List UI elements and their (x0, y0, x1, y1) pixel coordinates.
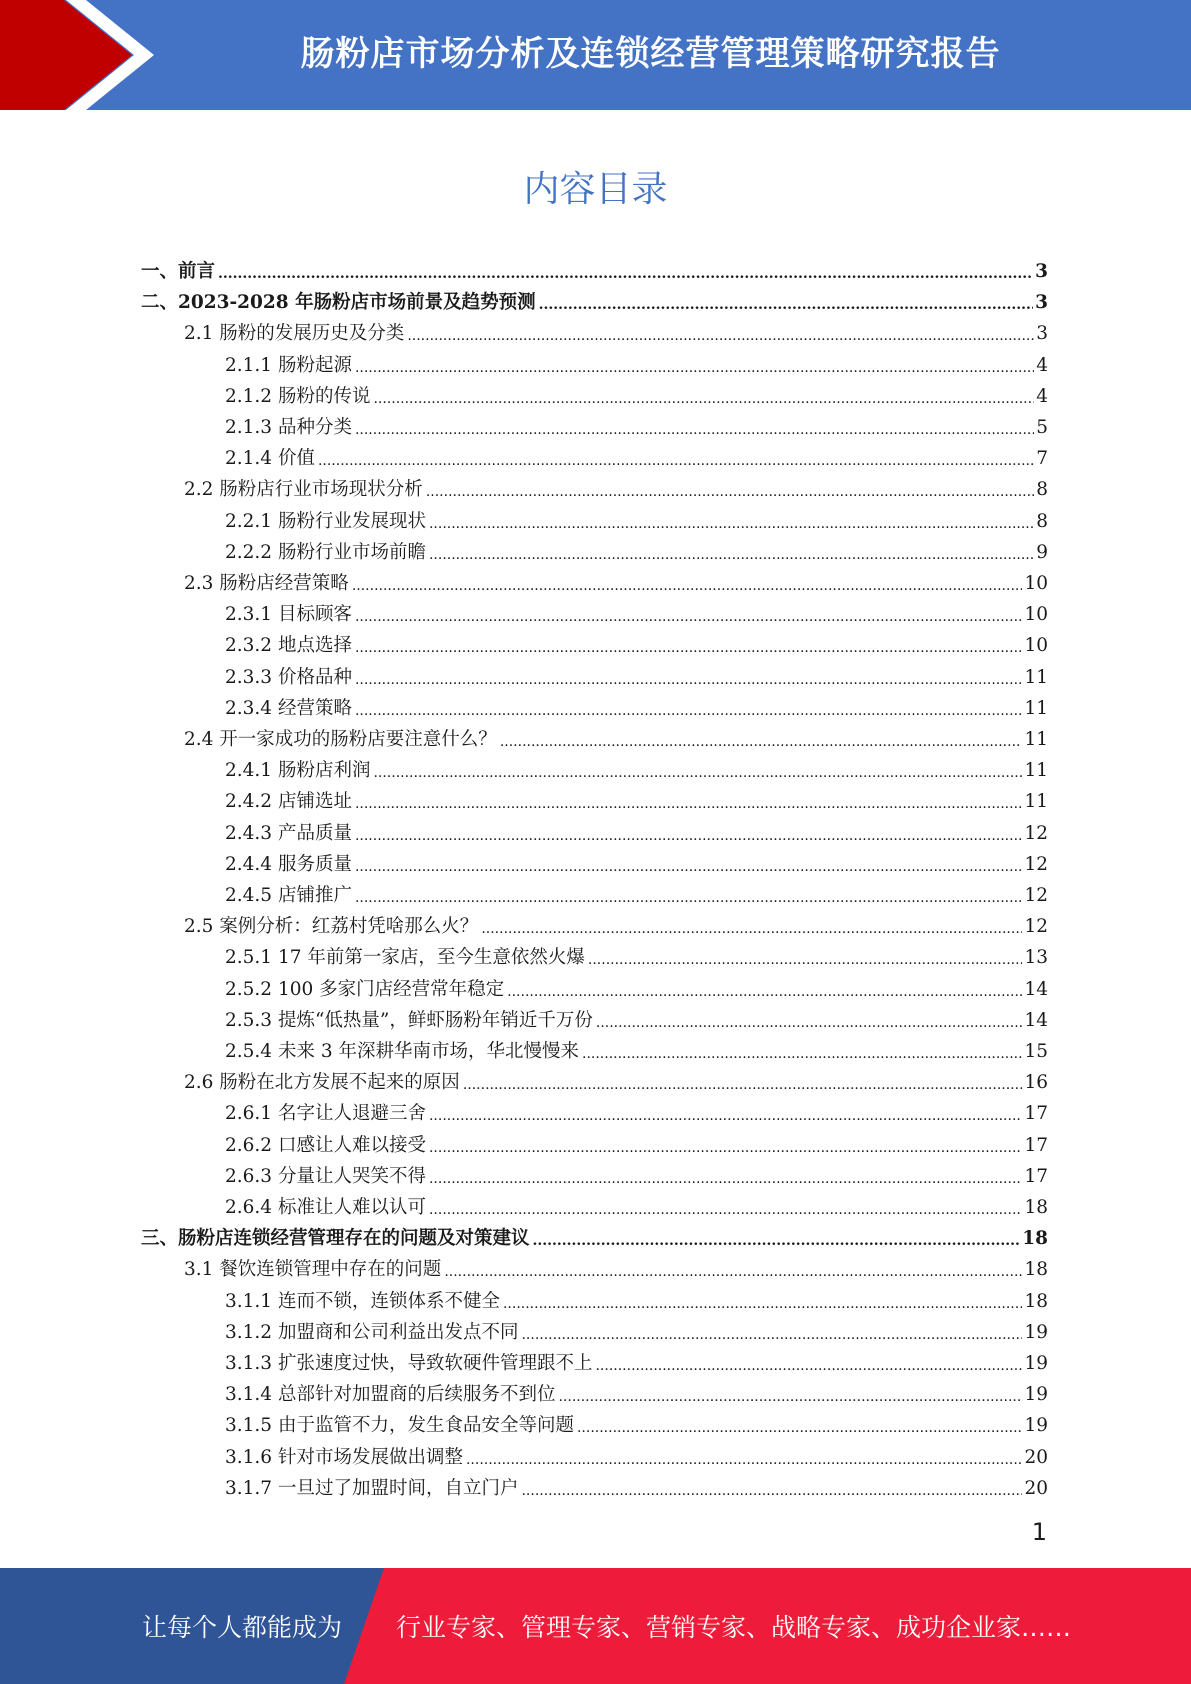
toc-entry-level-3[interactable] (225, 597, 1048, 628)
toc-entry-title: 3.1.3 扩张速度过快，导致软硬件管理跟不上 (225, 1353, 593, 1374)
toc-entry-page-number: 11 (1024, 791, 1048, 813)
toc-entry-page-number: 10 (1024, 573, 1048, 594)
toc-entry-page-number: 10 (1024, 604, 1048, 626)
toc-entry-page-number: 18 (1024, 1197, 1048, 1218)
toc-entry-title: 3.1 餐饮连锁管理中存在的问题 (184, 1259, 442, 1281)
toc-entry-page-number: 7 (1036, 448, 1048, 470)
toc-entry-title: 2.6.2 口感让人难以接受 (225, 1134, 426, 1156)
toc-entry-level-1[interactable] (141, 254, 1048, 285)
toc-dot-leader (355, 789, 1023, 815)
toc-dot-leader (429, 1164, 1022, 1190)
toc-entry-level-2[interactable] (184, 722, 1048, 753)
toc-entry-page-number: 4 (1036, 385, 1048, 407)
toc-entry-page-number: 17 (1024, 1134, 1048, 1156)
toc-entry-title: 2.1.3 品种分类 (225, 417, 352, 438)
toc-entry-title: 2.4 开一家成功的肠粉店要注意什么？ (184, 729, 497, 750)
toc-dot-leader (355, 883, 1023, 909)
toc-entry-title: 2.6.4 标准让人难以认可 (225, 1197, 426, 1218)
toc-entry-title: 3.1.5 由于监管不力，发生食品安全等问题 (225, 1415, 574, 1437)
toc-entry-title: 2.1.2 肠粉的传说 (225, 385, 371, 407)
toc-entry-page-number: 3 (1035, 261, 1048, 282)
toc-entry-title: 2.2 肠粉店行业市场现状分析 (184, 479, 423, 501)
toc-dot-leader (539, 290, 1034, 316)
toc-entry-level-3[interactable] (225, 1096, 1048, 1127)
toc-entry-level-3[interactable] (225, 1377, 1048, 1408)
toc-dot-leader (355, 633, 1023, 659)
footer-slogan-right: 行业专家、管理专家、营销专家、战略专家、成功企业家…… (396, 1613, 1072, 1642)
toc-entry-title: 2.3.4 经营策略 (225, 697, 352, 719)
toc-dot-leader (429, 540, 1034, 566)
toc-entry-level-2[interactable] (184, 472, 1048, 503)
toc-entry-page-number: 11 (1024, 760, 1048, 782)
toc-dot-leader (595, 1351, 1022, 1377)
toc-dot-leader (588, 945, 1023, 971)
toc-entry-page-number: 11 (1024, 697, 1048, 719)
toc-entry-title: 2.4.1 肠粉店利润 (225, 760, 371, 782)
toc-dot-leader (503, 1289, 1022, 1315)
toc-entry-level-3[interactable] (225, 816, 1048, 847)
toc-entry-page-number: 3 (1036, 323, 1048, 345)
toc-entry-title: 2.6.3 分量让人哭笑不得 (225, 1165, 426, 1187)
toc-entry-title: 2.5.4 未来 3 年深耕华南市场，华北慢慢来 (225, 1041, 579, 1062)
toc-entry-page-number: 20 (1024, 1446, 1048, 1468)
toc-entry-level-3[interactable] (225, 1003, 1048, 1034)
toc-entry-level-3[interactable] (225, 1284, 1048, 1315)
toc-entry-title: 2.3.1 目标顾客 (225, 604, 352, 626)
toc-entry-title: 2.5.1 17 年前第一家店，至今生意依然火爆 (225, 947, 585, 969)
toc-entry-level-3[interactable] (225, 410, 1048, 441)
toc-entry-page-number: 16 (1024, 1072, 1048, 1094)
report-footer-banner (0, 1568, 1191, 1684)
toc-dot-leader (355, 415, 1034, 441)
toc-entry-page-number: 12 (1024, 853, 1048, 875)
toc-dot-leader (318, 446, 1034, 472)
toc-entry-title: 3.1.1 连而不锁，连锁体系不健全 (225, 1290, 500, 1312)
toc-dot-leader (429, 509, 1034, 535)
toc-entry-page-number: 19 (1024, 1415, 1048, 1437)
toc-entry-page-number: 17 (1024, 1103, 1048, 1125)
toc-dot-leader (373, 384, 1034, 410)
toc-entry-title: 2.5.3 提炼“低热量”，鲜虾肠粉年销近千万份 (225, 1009, 593, 1031)
toc-entry-level-2[interactable] (184, 316, 1048, 347)
toc-entry-title: 2.5 案例分析：红荔村凭啥那么火？ (184, 916, 479, 938)
toc-entry-page-number: 11 (1024, 729, 1048, 750)
toc-dot-leader (355, 821, 1023, 847)
toc-entry-level-3[interactable] (225, 1128, 1048, 1159)
toc-entry-page-number: 8 (1036, 479, 1048, 501)
toc-dot-leader (507, 977, 1022, 1003)
toc-entry-page-number: 4 (1036, 354, 1048, 376)
toc-entry-page-number: 8 (1036, 510, 1048, 532)
toc-dot-leader (426, 477, 1034, 503)
toc-dot-leader (533, 1226, 1021, 1252)
toc-dot-leader (500, 727, 1023, 753)
toc-entry-title: 2.4.5 店铺推广 (225, 885, 352, 906)
toc-dot-leader (355, 602, 1023, 628)
toc-entry-page-number: 19 (1024, 1384, 1048, 1406)
toc-entry-level-3[interactable] (225, 691, 1048, 722)
toc-entry-title: 2.6.1 名字让人退避三舍 (225, 1103, 426, 1125)
toc-dot-leader (429, 1101, 1022, 1127)
toc-entry-title: 2.3.2 地点选择 (225, 635, 352, 657)
toc-entry-level-3[interactable] (225, 660, 1048, 691)
toc-entry-level-3[interactable] (225, 753, 1048, 784)
toc-entry-level-2[interactable] (184, 566, 1048, 597)
toc-entry-level-1[interactable] (141, 285, 1048, 316)
toc-entry-page-number: 10 (1024, 635, 1048, 657)
toc-entry-title: 2.1 肠粉的发展历史及分类 (184, 323, 405, 345)
toc-dot-leader (521, 1476, 1022, 1502)
toc-entry-level-3[interactable] (225, 1440, 1048, 1471)
toc-entry-page-number: 18 (1024, 1259, 1048, 1281)
toc-entry-page-number: 19 (1024, 1353, 1048, 1374)
toc-entry-title: 二、2023-2028 年肠粉店市场前景及趋势预测 (141, 292, 536, 314)
toc-heading: 内容目录 (523, 169, 668, 210)
toc-entry-page-number: 13 (1024, 947, 1048, 969)
toc-entry-level-3[interactable] (225, 878, 1048, 909)
toc-dot-leader (521, 1320, 1022, 1346)
toc-entry-title: 2.5.2 100 多家门店经营常年稳定 (225, 978, 505, 1000)
toc-dot-leader (429, 1195, 1022, 1221)
toc-entry-page-number: 12 (1024, 885, 1048, 906)
toc-entry-level-2[interactable] (184, 1252, 1048, 1283)
toc-entry-page-number: 12 (1024, 822, 1048, 844)
toc-entry-level-3[interactable] (225, 1034, 1048, 1065)
toc-entry-level-3[interactable] (225, 1315, 1048, 1346)
toc-entry-page-number: 20 (1024, 1477, 1048, 1499)
toc-entry-page-number: 17 (1024, 1165, 1048, 1187)
toc-entry-level-3[interactable] (225, 628, 1048, 659)
toc-entry-level-3[interactable] (225, 847, 1048, 878)
toc-entry-title: 2.2.2 肠粉行业市场前瞻 (225, 541, 426, 563)
toc-entry-page-number: 11 (1024, 666, 1048, 688)
toc-entry-title: 一、前言 (141, 261, 216, 282)
toc-dot-leader (352, 571, 1023, 597)
toc-dot-leader (444, 1257, 1022, 1283)
toc-entry-title: 2.6 肠粉在北方发展不起来的原因 (184, 1072, 460, 1094)
toc-dot-leader (429, 1133, 1022, 1159)
toc-dot-leader (218, 259, 1033, 285)
toc-entry-level-3[interactable] (225, 1346, 1048, 1377)
toc-entry-page-number: 14 (1024, 978, 1048, 1000)
toc-entry-level-3[interactable] (225, 940, 1048, 971)
toc-entry-level-3[interactable] (225, 504, 1048, 535)
toc-entry-title: 2.4.2 店铺选址 (225, 791, 352, 813)
report-header-banner (0, 0, 1191, 110)
toc-entry-level-3[interactable] (225, 784, 1048, 815)
toc-dot-leader (355, 696, 1023, 722)
toc-entry-page-number: 18 (1024, 1290, 1048, 1312)
footer-slogan-left: 让每个人都能成为 (142, 1613, 343, 1642)
toc-dot-leader (596, 1008, 1023, 1034)
toc-entry-page-number: 15 (1024, 1041, 1048, 1062)
toc-entry-title: 2.3 肠粉店经营策略 (184, 573, 349, 594)
toc-entry-level-3[interactable] (225, 348, 1048, 379)
toc-entry-title: 3.1.4 总部针对加盟商的后续服务不到位 (225, 1384, 556, 1406)
toc-entry-title: 3.1.6 针对市场发展做出调整 (225, 1446, 463, 1468)
toc-entry-page-number: 14 (1024, 1009, 1048, 1031)
toc-entry-page-number: 5 (1036, 417, 1048, 438)
toc-entry-level-2[interactable] (184, 909, 1048, 940)
toc-dot-leader (355, 353, 1034, 379)
toc-entry-title: 2.1.4 价值 (225, 448, 315, 470)
toc-dot-leader (582, 1039, 1022, 1065)
toc-entry-level-3[interactable] (225, 1190, 1048, 1221)
toc-dot-leader (355, 852, 1023, 878)
report-title: 肠粉店市场分析及连锁经营管理策略研究报告 (300, 34, 1001, 74)
toc-entry-title: 3.1.7 一旦过了加盟时间，自立门户 (225, 1477, 519, 1499)
toc-entry-title: 2.4.4 服务质量 (225, 853, 352, 875)
toc-entry-level-3[interactable] (225, 1159, 1048, 1190)
page-number: 1 (1031, 1518, 1047, 1546)
toc-entry-level-3[interactable] (225, 379, 1048, 410)
toc-entry-title: 3.1.2 加盟商和公司利益出发点不同 (225, 1321, 519, 1343)
toc-entry-level-3[interactable] (225, 1471, 1048, 1502)
toc-entry-level-1[interactable] (141, 1221, 1048, 1252)
toc-dot-leader (407, 321, 1034, 347)
toc-dot-leader (481, 914, 1022, 940)
toc-entry-page-number: 9 (1036, 541, 1048, 563)
toc-entry-title: 2.1.1 肠粉起源 (225, 354, 352, 376)
toc-entry-page-number: 3 (1035, 292, 1048, 314)
toc-dot-leader (577, 1413, 1022, 1439)
toc-entry-level-3[interactable] (225, 972, 1048, 1003)
toc-entry-level-3[interactable] (225, 1408, 1048, 1439)
toc-entry-page-number: 19 (1024, 1321, 1048, 1343)
toc-dot-leader (373, 758, 1022, 784)
toc-entry-title: 三、肠粉店连锁经营管理存在的问题及对策建议 (141, 1228, 530, 1250)
toc-dot-leader (466, 1445, 1022, 1471)
toc-entry-level-3[interactable] (225, 535, 1048, 566)
toc-entry-title: 2.3.3 价格品种 (225, 666, 352, 688)
toc-dot-leader (558, 1382, 1022, 1408)
toc-entry-level-3[interactable] (225, 441, 1048, 472)
toc-entry-page-number: 18 (1022, 1228, 1048, 1250)
toc-dot-leader (463, 1070, 1023, 1096)
toc-entry-page-number: 12 (1024, 916, 1048, 938)
toc-entry-level-2[interactable] (184, 1065, 1048, 1096)
toc-entry-title: 2.4.3 产品质量 (225, 822, 352, 844)
toc-dot-leader (355, 665, 1023, 691)
toc-entry-title: 2.2.1 肠粉行业发展现状 (225, 510, 426, 532)
